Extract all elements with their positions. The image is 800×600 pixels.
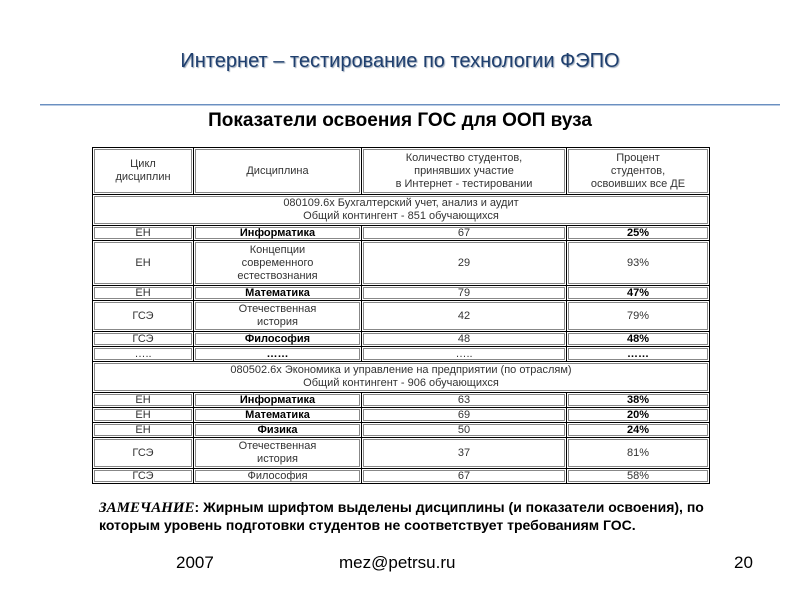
- slide-title: Интернет – тестирование по технологии ФЭПО: [180, 50, 620, 72]
- cell-cycle: ЕН: [93, 408, 194, 423]
- header-cycle: Цикл дисциплин: [93, 148, 194, 195]
- cell-cycle: ЕН: [93, 241, 194, 286]
- table-row: [93, 332, 710, 347]
- cell-cycle: ЕН: [93, 286, 194, 301]
- cell-discipline: Физика: [194, 423, 362, 438]
- cell-discipline: ……: [194, 347, 362, 362]
- table-row: [93, 301, 710, 332]
- results-table: [92, 147, 710, 484]
- note: [99, 499, 709, 534]
- cell-percent: 38%: [567, 393, 710, 408]
- cell-discipline: Отечественная история: [194, 301, 362, 332]
- cell-percent: 47%: [567, 286, 710, 301]
- cell-cycle: ГСЭ: [93, 438, 194, 469]
- cell-percent: 20%: [567, 408, 710, 423]
- group-label: 080502.6х Экономика и управление на предприятии (по отраслям) Общий контингент - 906 обучающихся: [93, 362, 710, 393]
- header-count: Количество студентов, принявших участие в Интернет - тестировании: [362, 148, 567, 195]
- table-body: [93, 195, 710, 484]
- cell-count: 79: [362, 286, 567, 301]
- table-row: [93, 286, 710, 301]
- table-row: [93, 423, 710, 438]
- cell-discipline: Философия: [194, 469, 362, 484]
- cell-count: 37: [362, 438, 567, 469]
- cell-percent: 25%: [567, 226, 710, 241]
- group-row: [93, 195, 710, 226]
- cell-count: 63: [362, 393, 567, 408]
- cell-cycle: ГСЭ: [93, 469, 194, 484]
- cell-count: 29: [362, 241, 567, 286]
- cell-percent: ……: [567, 347, 710, 362]
- cell-count: 67: [362, 226, 567, 241]
- cell-discipline: Информатика: [194, 226, 362, 241]
- cell-discipline: Математика: [194, 408, 362, 423]
- cell-count: 42: [362, 301, 567, 332]
- cell-cycle: ЕН: [93, 393, 194, 408]
- cell-count: 67: [362, 469, 567, 484]
- cell-discipline: Математика: [194, 286, 362, 301]
- table-row: [93, 347, 710, 362]
- table-row: [93, 469, 710, 484]
- group-row: [93, 362, 710, 393]
- cell-count: 48: [362, 332, 567, 347]
- cell-percent: 58%: [567, 469, 710, 484]
- title-divider: [40, 104, 780, 106]
- footer-page-number: 20: [734, 553, 753, 572]
- cell-percent: 48%: [567, 332, 710, 347]
- cell-percent: 79%: [567, 301, 710, 332]
- note-text: : Жирным шрифтом выделены дисциплины (и показатели освоения), по которым уровень подготовки студентов не соответствует требованиям ГОС.: [99, 499, 704, 533]
- cell-discipline: Отечественная история: [194, 438, 362, 469]
- cell-cycle: ГСЭ: [93, 301, 194, 332]
- cell-count: …..: [362, 347, 567, 362]
- footer-year: 2007: [176, 553, 214, 572]
- cell-discipline: Концепции современного естествознания: [194, 241, 362, 286]
- slide-subtitle: Показатели освоения ГОС для ООП вуза: [208, 110, 592, 131]
- header-discipline: Дисциплина: [194, 148, 362, 195]
- table-row: [93, 408, 710, 423]
- cell-percent: 81%: [567, 438, 710, 469]
- cell-cycle: ЕН: [93, 423, 194, 438]
- cell-count: 69: [362, 408, 567, 423]
- footer-email: mez@petrsu.ru: [339, 553, 456, 572]
- cell-discipline: Философия: [194, 332, 362, 347]
- cell-cycle: ГСЭ: [93, 332, 194, 347]
- cell-cycle: ЕН: [93, 226, 194, 241]
- header-percent: Процент студентов, освоивших все ДЕ: [567, 148, 710, 195]
- table-row: [93, 241, 710, 286]
- cell-percent: 24%: [567, 423, 710, 438]
- cell-cycle: …..: [93, 347, 194, 362]
- table-header: [93, 148, 710, 195]
- cell-percent: 93%: [567, 241, 710, 286]
- table-row: [93, 226, 710, 241]
- note-label: ЗАМЕЧАНИЕ: [99, 500, 195, 516]
- table-row: [93, 393, 710, 408]
- table-row: [93, 438, 710, 469]
- cell-discipline: Информатика: [194, 393, 362, 408]
- group-label: 080109.6х Бухгалтерский учет, анализ и аудит Общий контингент - 851 обучающихся: [93, 195, 710, 226]
- cell-count: 50: [362, 423, 567, 438]
